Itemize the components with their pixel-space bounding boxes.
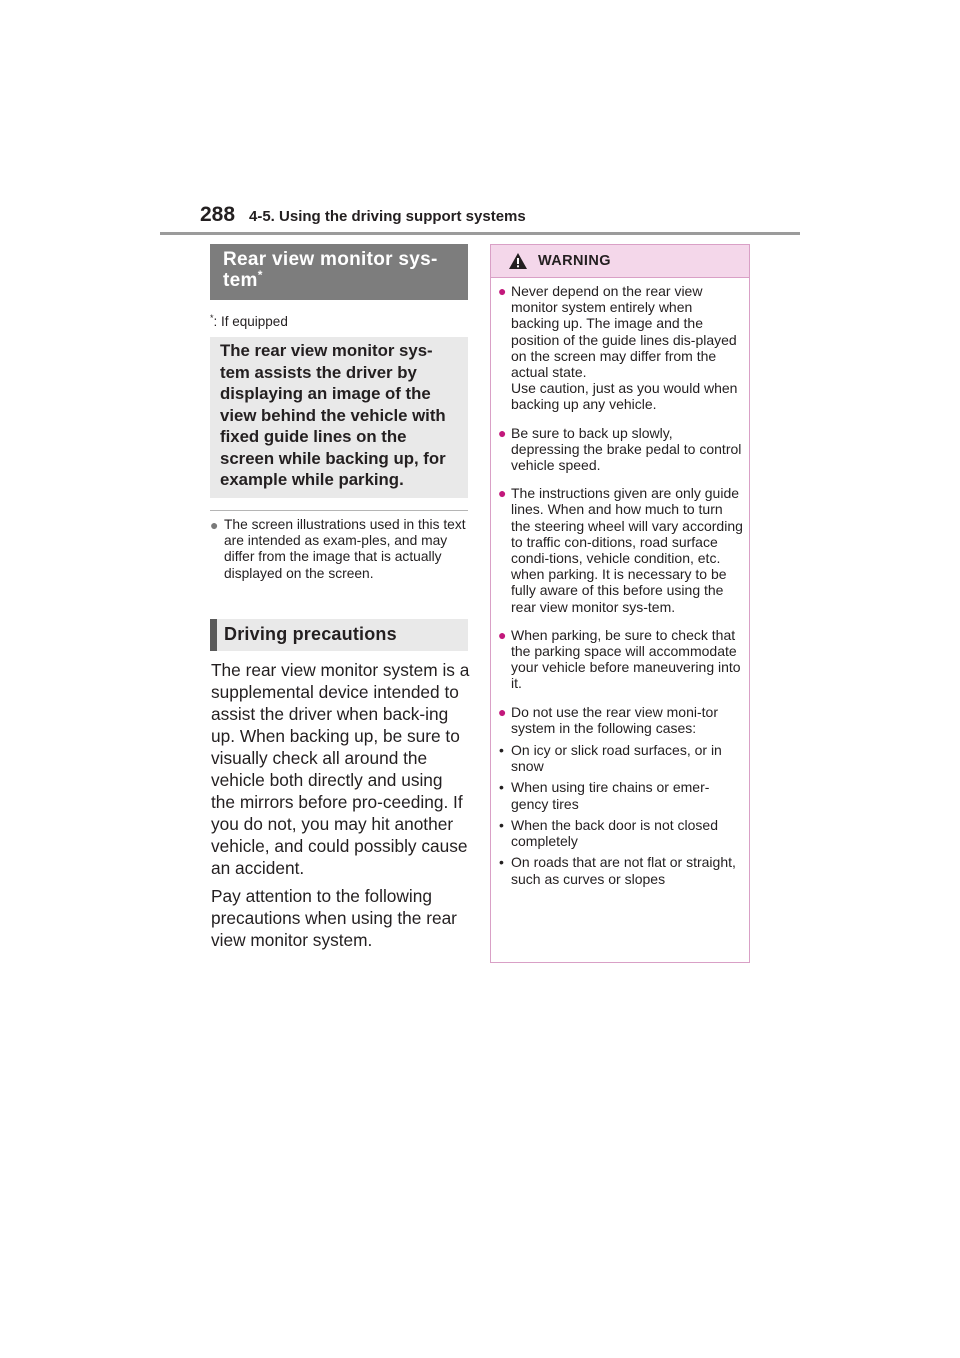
case-text: On roads that are not flat or straight, such as curves or slopes xyxy=(511,854,736,887)
case-text: When using tire chains or emer-gency tires xyxy=(511,779,710,812)
list-item xyxy=(498,283,743,413)
intro-summary: The rear view monitor sys-tem assists the driver by displaying an image of the view behind the vehicle with fixed guide lines on the screen while backing up, for example while parking. xyxy=(210,337,468,498)
case-text: On icy or slick road surfaces, or in snow xyxy=(511,742,722,775)
heading-bar xyxy=(210,619,217,651)
page-title-box xyxy=(210,244,468,300)
list-item xyxy=(498,742,743,774)
bullet-circle-icon: ● xyxy=(498,283,507,299)
body-text xyxy=(211,659,471,957)
page-number: 288 xyxy=(200,203,236,226)
bullet-circle-icon: ● xyxy=(498,424,507,441)
section-title: 4-5. Using the driving support systems xyxy=(249,208,526,225)
bullet-circle-icon: ● xyxy=(498,703,507,720)
warning-text: Be sure to back up slowly, depressing the brake pedal to control vehicle speed. xyxy=(511,424,742,474)
footnote-text: : If equipped xyxy=(213,314,288,329)
list-item xyxy=(498,854,743,886)
warning-text: The instructions given are only guide lines. When and how much to turn the steering wheel will vary according to traffic con-ditions, road surface condi-tions, vehicle condition, etc. when parking. It is necessary to be fully aware of this before using the rear view monitor sys-tem. xyxy=(511,485,743,615)
list-item xyxy=(498,817,743,849)
body-paragraph: The rear view monitor system is a supplemental device intended to assist the driver when back-ing up. When backing up, be sure to visually check all around the vehicle both directly and using the mirrors before pro-ceeding. If you do not, you may hit another vehicle, and could possibly cause an accident. xyxy=(211,660,470,878)
warning-text: Use caution, just as you would when backing up any vehicle. xyxy=(511,380,738,413)
list-item xyxy=(498,627,743,692)
subsection-heading xyxy=(210,619,468,651)
case-text: When the back door is not closed completely xyxy=(511,816,719,850)
warning-triangle-icon xyxy=(508,252,528,270)
list-item xyxy=(498,425,743,474)
bullet-dot-icon: • xyxy=(499,779,504,796)
bullet-dot-icon: • xyxy=(499,816,504,833)
list-item xyxy=(498,779,743,811)
warning-text: Never depend on the rear view monitor system entirely when backing up. The image and the position of the guide lines dis-played on the screen may differ from the actual state. xyxy=(511,283,737,381)
title-asterisk: * xyxy=(257,268,263,282)
warning-text: Do not use the rear view moni-tor system in the following cases: xyxy=(511,703,718,736)
warning-header xyxy=(491,245,749,278)
page-title: Rear view monitor sys-tem xyxy=(223,249,438,291)
bullet-circle-icon: ● xyxy=(210,517,219,533)
case-list xyxy=(498,742,743,887)
note-divider xyxy=(210,510,468,511)
note-text: The screen illustrations used in this text are intended as exam-ples, and may differ from the image that is actually displayed on the screen. xyxy=(224,517,466,581)
list-item xyxy=(498,704,743,736)
bullet-dot-icon: • xyxy=(499,854,504,871)
header-rule xyxy=(160,232,800,235)
body-paragraph: Pay attention to the following precautions when using the rear view monitor system. xyxy=(211,886,457,950)
warning-text: When parking, be sure to check that the parking space will accommodate your vehicle before maneuvering into it. xyxy=(511,626,741,692)
list-item xyxy=(498,485,743,615)
footnote-asterisk: * xyxy=(210,313,214,323)
equipment-footnote xyxy=(210,313,288,330)
bullet-circle-icon: ● xyxy=(498,626,507,643)
bullet-circle-icon: ● xyxy=(498,485,507,502)
list-item xyxy=(210,517,470,582)
illustration-note xyxy=(210,517,470,582)
bullet-dot-icon: • xyxy=(499,742,504,759)
warning-body xyxy=(491,278,749,887)
warning-box xyxy=(490,244,750,963)
warning-label: WARNING xyxy=(538,253,611,269)
subsection-title: Driving precautions xyxy=(224,624,397,644)
